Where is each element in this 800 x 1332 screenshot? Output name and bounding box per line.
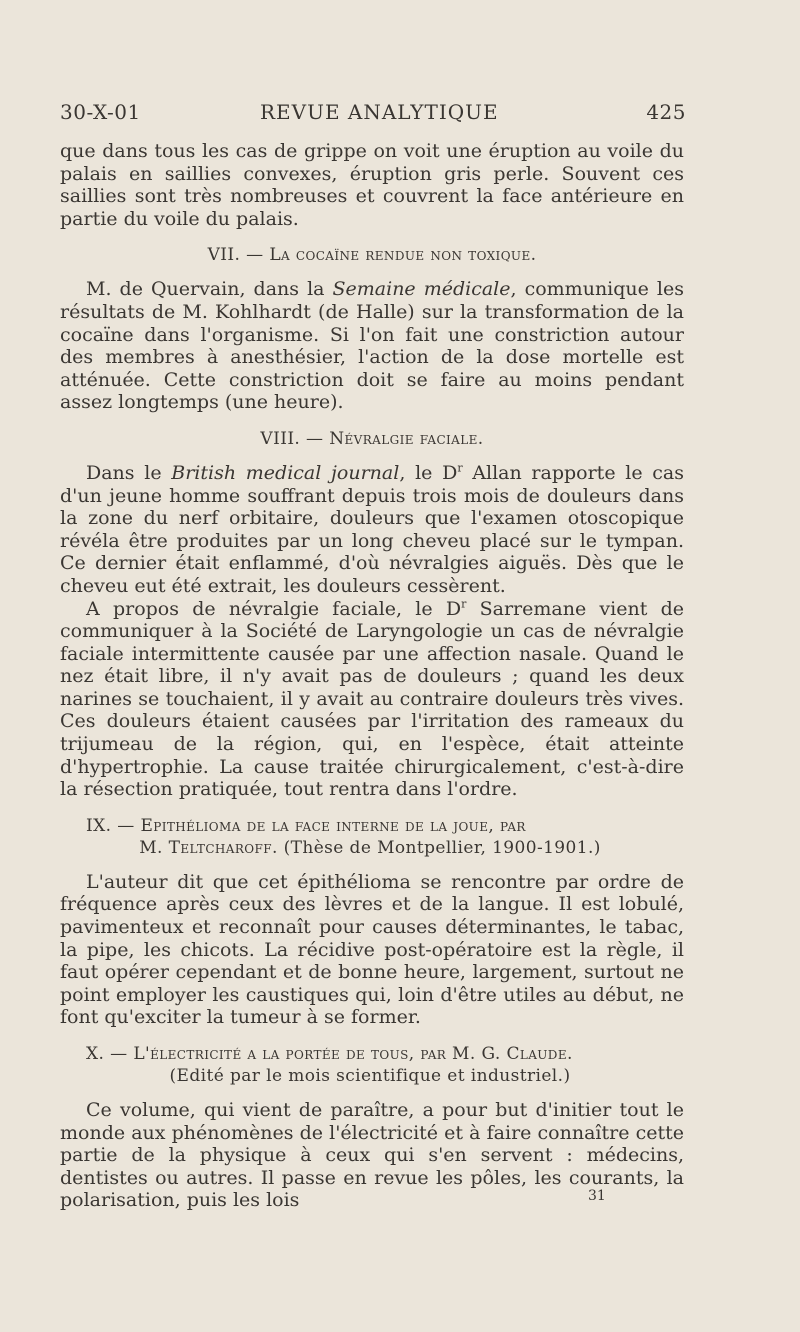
source-note: (Edité par le mois scientifique et industriel.)	[169, 1066, 571, 1086]
page-number: 425	[646, 100, 686, 124]
section-number: X. —	[86, 1044, 134, 1064]
paragraph-vii: M. de Quervain, dans la Semaine médicale, communique les résultats de M. Kohlhardt (de Halle) sur la transformation de la cocaïne dans l'organisme. Si l'on fait une constriction autour des membres à anesthésier, l'action de la dose mortelle est atténuée. Cette constriction doit se faire au moins pendant assez longtemps (une heure).	[60, 278, 685, 414]
paragraph-intro: que dans tous les cas de grippe on voit une éruption au voile du palais en saillies convexes, éruption gris perle. Souvent ces saillies sont très nombreuses et couvrent la face antérieure en partie du voile du palais.	[60, 140, 684, 230]
section-title-viii	[60, 428, 684, 450]
section-number: IX. —	[86, 815, 141, 836]
running-head	[60, 100, 686, 130]
paragraph-x: Ce volume, qui vient de paraître, a pour but d'initier tout le monde aux phénomènes de l'électricité et à faire connaître cette partie de la physique à ceux qui s'en servent : médecins, dentistes ou autres. Il passe en revue les pôles, les courants, la polarisation, puis les lois	[60, 1099, 684, 1212]
section-heading: La cocaïne rendue non toxique.	[269, 245, 537, 266]
paragraph-viii-a: Dans le British medical journal, le $D^r$ Allan rapporte le cas d'un jeune homme souffrant depuis trois mois de douleurs dans la zone du nerf orbitaire, douleurs que l'examen otoscopique révéla être produites par un long cheveu placé sur le tympan. Ce dernier était enflammé, d'où névralgies aiguës. Dès que le cheveu eut été extrait, les douleurs cessèrent.	[60, 461, 684, 597]
article-body	[60, 140, 684, 1212]
section-byline: M. Teltcharoff. (Thèse de Montpellier, 1900-1901.)	[139, 837, 601, 858]
issue-date: 30-X-01	[60, 100, 141, 124]
section-number: VIII. —	[260, 428, 330, 449]
section-title-ix	[60, 815, 684, 859]
section-heading: Névralgie faciale.	[329, 428, 484, 449]
section-heading: L'électricité a la portée de tous, par	[133, 1044, 447, 1064]
section-title-vii	[60, 244, 684, 266]
journal-title: REVUE ANALYTIQUE	[260, 100, 499, 124]
source-note: (Thèse de Montpellier, 1900-1901.)	[277, 837, 601, 858]
section-heading: Epithélioma de la face interne de la joue, par	[140, 815, 526, 836]
paragraph-viii-b: A propos de névralgie faciale, le $D^r$ Sarremane vient de communiquer à la Société de Laryngologie un cas de névralgie faciale intermittente causée par une affection nasale. Quand le nez était libre, il n'y avait pas de douleurs ; quand les deux narines se touchaient, il y avait au contraire douleurs très vives. Ces douleurs étaient causées par l'irritation des rameaux du trijumeau de la région, qui, en l'espèce, était atteinte d'hypertrophie. La cause traitée chirurgicalement, c'est-à-dire la résection pratiquée, tout rentra dans l'ordre.	[60, 597, 685, 801]
journal-name: British medical journal	[171, 461, 400, 484]
journal-name: Semaine médicale	[332, 278, 511, 301]
signature-mark: 31	[588, 1188, 606, 1204]
section-number: VII. —	[207, 245, 270, 266]
author-name: Claude.	[506, 1044, 573, 1064]
section-title-x: X. — L'électricité a la portée de tous, par M. G. Claude. (Edité par le mois scientifique et industriel.)	[60, 1043, 684, 1087]
author-name: Teltcharoff.	[168, 837, 278, 858]
paragraph-ix: L'auteur dit que cet épithélioma se rencontre par ordre de fréquence après ceux des lèvres et de la langue. Il est lobulé, pavimenteux et reconnaît pour causes déterminantes, le tabac, la pipe, les chicots. La récidive post-opératoire est la règle, il faut opérer cependant et de bonne heure, largement, surtout ne point employer les caustiques qui, loin d'être utiles au début, ne font qu'exciter la tumeur à se former.	[60, 870, 684, 1029]
